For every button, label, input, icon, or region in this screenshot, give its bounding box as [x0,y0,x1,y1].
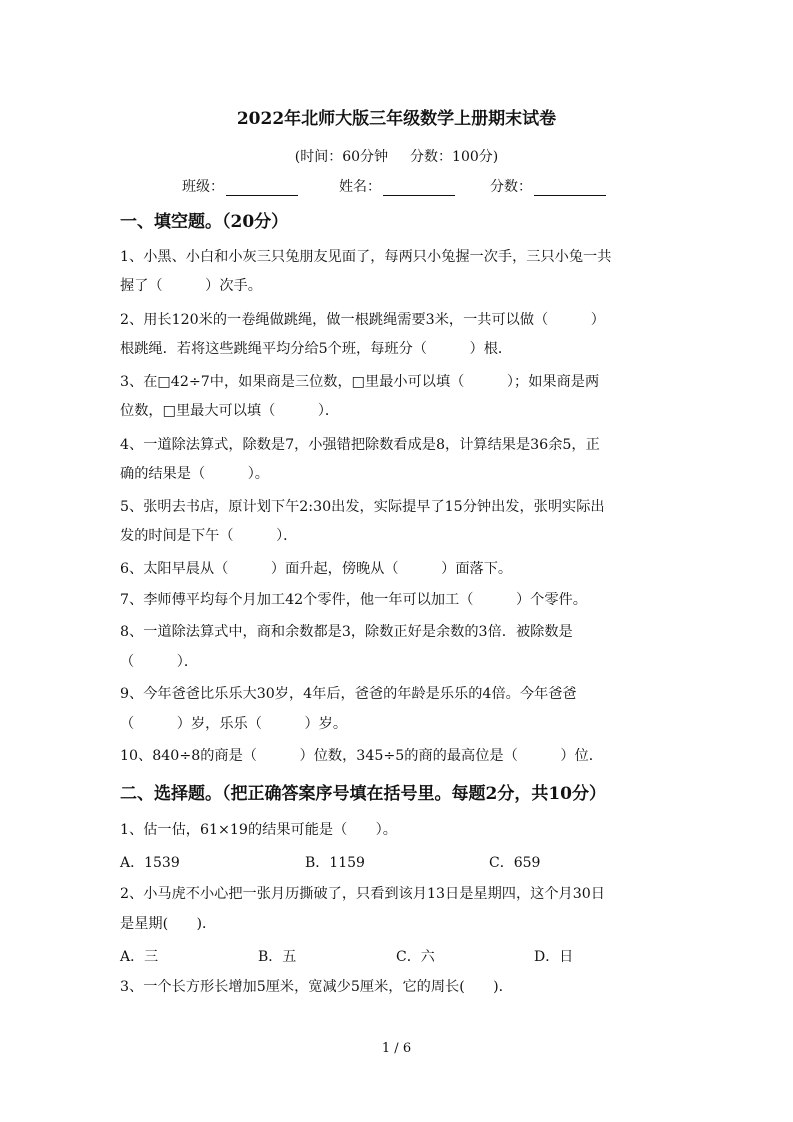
time-limit: (时间：60分钟 [294,149,389,165]
section-heading-fill-in: 一、填空题。（20分） [120,212,289,232]
question-line: 确的结果是（ ）。 [120,466,269,482]
question-line: 发的时间是下午（ ）． [120,528,298,544]
option-b[interactable]: B．五 [258,949,297,965]
question-line: 位数，□里最大可以填（ ）． [120,403,340,419]
section-heading-multiple-choice: 二、选择题。（把正确答案序号填在括号里。每题2分，共10分） [120,784,606,804]
option-c[interactable]: C．659 [489,855,541,871]
question-line: 9、今年爸爸比乐乐大30岁，4年后，爸爸的年龄是乐乐的4倍。今年爸爸 [120,686,577,702]
question-line: 3、在□42÷7中，如果商是三位数，□里最小可以填（ ）；如果商是两 [120,374,600,390]
question-line: 7、李师傅平均每个月加工42个零件，他一年可以加工（ ）个零件。 [120,592,587,608]
option-a[interactable]: A．三 [120,949,159,965]
question-line: 是星期( )． [120,916,217,932]
question-line: 握了（ ）次手。 [120,278,262,294]
name-field[interactable] [339,176,455,196]
score-field[interactable] [490,176,606,196]
class-field[interactable] [182,176,298,196]
question-line: 5、张明去书店，原计划下午2:30出发，实际提早了15分钟出发，张明实际出 [120,499,605,515]
score-blank[interactable] [534,181,606,196]
class-blank[interactable] [226,181,298,196]
score-label: 分数： [490,179,532,195]
question-line: 1、小黑、小白和小灰三只兔朋友见面了，每两只小兔握一次手，三只小兔一共 [120,249,612,265]
question-line: 10、840÷8的商是（ ）位数，345÷5的商的最高位是（ ）位． [120,748,603,764]
question-line: 2、用长120米的一卷绳做跳绳，做一根跳绳需要3米，一共可以做（ ） [120,312,605,328]
question-line: （ ）． [120,654,199,670]
option-a[interactable]: A．1539 [120,855,180,871]
option-d[interactable]: D．日 [534,949,574,965]
question-line: 6、太阳早晨从（ ）面升起，傍晚从（ ）面落下。 [120,561,513,577]
option-c[interactable]: C．六 [396,949,435,965]
question-line: 3、一个长方形长增加5厘米，宽减少5厘米，它的周长( )． [120,979,513,995]
question-line: 根跳绳．若将这些跳绳平均分给5个班，每班分（ ）根． [120,341,513,357]
page-number: 1 / 6 [381,1041,412,1056]
question-line: 1、估一估，61×19的结果可能是（ ）。 [120,822,397,838]
name-blank[interactable] [383,181,455,196]
total-score: 分数：100分) [410,149,499,165]
exam-title: 2022年北师大版三年级数学上册期末试卷 [236,109,557,129]
question-line: 4、一道除法算式，除数是7，小强错把除数看成是8，计算结果是36余5，正 [120,437,600,453]
option-b[interactable]: B．1159 [305,855,365,871]
question-line: 2、小马虎不小心把一张月历撕破了，只看到该月13日是星期四，这个月30日 [120,886,605,902]
question-line: 8、一道除法算式中，商和余数都是3，除数正好是余数的3倍．被除数是 [120,624,573,640]
name-label: 姓名： [339,179,381,195]
exam-subtitle [0,146,793,166]
class-label: 班级： [182,179,224,195]
question-line: （ ）岁，乐乐（ ）岁。 [120,716,348,732]
